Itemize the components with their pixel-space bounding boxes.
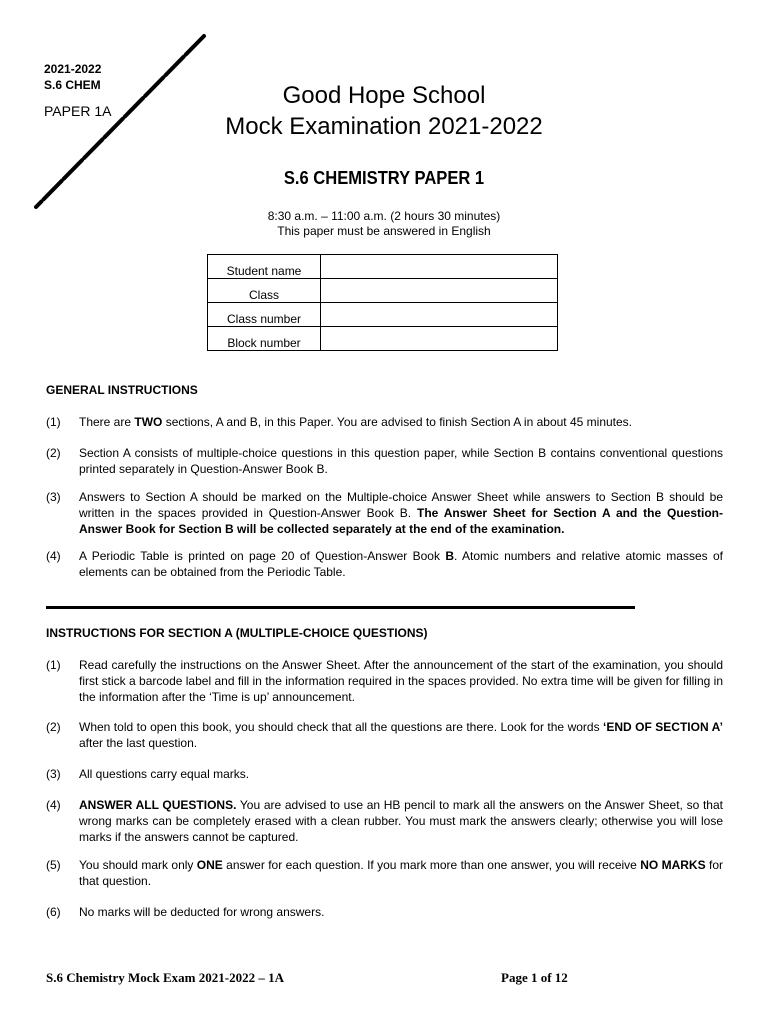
item-number: (4) bbox=[46, 798, 61, 812]
item-text bbox=[79, 414, 723, 430]
student-name-field[interactable] bbox=[321, 255, 558, 279]
item-text-part: You should mark only bbox=[79, 858, 197, 872]
general-item bbox=[46, 414, 723, 430]
item-number: (6) bbox=[46, 905, 61, 919]
section-a-item bbox=[46, 766, 723, 782]
item-text-bold: TWO bbox=[134, 415, 163, 429]
item-number: (1) bbox=[46, 415, 61, 429]
item-number: (2) bbox=[46, 720, 61, 734]
student-name-label: Student name bbox=[208, 255, 321, 279]
item-text-bold: The Answer Sheet for Section A and the Question-Answer Book for Section B will be collected separately at the end of the examination. bbox=[79, 506, 724, 536]
item-number: (5) bbox=[46, 858, 61, 872]
item-number: (3) bbox=[46, 490, 61, 504]
table-row bbox=[208, 327, 558, 351]
item-text-part: Answers to Section A should be marked on the Multiple-choice Answer Sheet while answers to Section B should be written in the spaces provided in Question-Answer Book B. bbox=[79, 490, 723, 520]
block-number-label: Block number bbox=[208, 327, 321, 351]
item-text bbox=[79, 719, 723, 751]
general-item bbox=[46, 489, 723, 537]
item-text-part: All questions carry equal marks. bbox=[79, 767, 250, 781]
item-text-part: There are bbox=[79, 415, 135, 429]
table-row bbox=[208, 255, 558, 279]
table-row bbox=[208, 279, 558, 303]
item-text-part: for that question. bbox=[79, 858, 723, 888]
item-text-part: You are advised to use an HB pencil to mark all the answers on the Answer Sheet, so that wrong marks can be completely erased with a clean rubber. You must mark the answers clearly; otherwise you will lose marks if the answers cannot be captured. bbox=[79, 798, 723, 844]
class-field[interactable] bbox=[321, 279, 558, 303]
item-text-bold: B bbox=[445, 549, 454, 563]
general-item bbox=[46, 445, 723, 477]
section-a-item bbox=[46, 904, 723, 920]
item-text bbox=[79, 904, 723, 920]
language-note: This paper must be answered in English bbox=[277, 224, 491, 238]
item-text bbox=[79, 857, 723, 889]
item-text-bold: ONE bbox=[196, 858, 223, 872]
item-text-bold: ANSWER ALL QUESTIONS. bbox=[79, 798, 237, 812]
general-item bbox=[46, 548, 723, 580]
section-a-item bbox=[46, 719, 723, 751]
section-a-item bbox=[46, 657, 723, 705]
section-a-item bbox=[46, 857, 723, 889]
item-text bbox=[79, 766, 723, 782]
footer-page-number: Page 1 of 12 bbox=[501, 970, 568, 985]
exam-title: Mock Examination 2021-2022 bbox=[225, 113, 543, 140]
item-text bbox=[79, 548, 723, 580]
section-a-heading: INSTRUCTIONS FOR SECTION A (MULTIPLE-CHOICE QUESTIONS) bbox=[46, 626, 428, 640]
footer-exam-label: S.6 Chemistry Mock Exam 2021-2022 – 1A bbox=[46, 970, 284, 985]
year-label: 2021-2022 bbox=[44, 62, 102, 76]
school-title: Good Hope School bbox=[282, 82, 486, 109]
student-info-table bbox=[207, 254, 558, 351]
item-text bbox=[79, 797, 723, 845]
section-a-item bbox=[46, 797, 723, 845]
item-text-bold: NO MARKS bbox=[640, 858, 706, 872]
block-number-field[interactable] bbox=[321, 327, 558, 351]
class-number-field[interactable] bbox=[321, 303, 558, 327]
item-text-part: A Periodic Table is printed on page 20 of Question-Answer Book bbox=[79, 549, 446, 563]
item-text bbox=[79, 445, 723, 477]
class-number-label: Class number bbox=[208, 303, 321, 327]
paper-label: PAPER 1A bbox=[44, 103, 112, 119]
item-text-part: Section A consists of multiple-choice questions in this question paper, while Section B contains conventional questions printed separately in Question-Answer Book B. bbox=[79, 446, 723, 476]
item-text bbox=[79, 489, 723, 537]
item-text-part: No marks will be deducted for wrong answers. bbox=[79, 905, 325, 919]
item-text-bold: ‘END OF SECTION A’ bbox=[603, 720, 723, 734]
item-text bbox=[79, 657, 723, 705]
section-divider bbox=[46, 606, 635, 609]
item-number: (1) bbox=[46, 658, 61, 672]
item-text-part: When told to open this book, you should check that all the questions are there. Look for the words bbox=[79, 720, 604, 734]
item-text-part: . Atomic numbers and relative atomic masses of elements can be obtained from the Periodic Table. bbox=[79, 549, 723, 579]
class-label: Class bbox=[208, 279, 321, 303]
item-number: (3) bbox=[46, 767, 61, 781]
item-text-part: sections, A and B, in this Paper. You are advised to finish Section A in about 45 minutes. bbox=[162, 415, 633, 429]
item-text-part: answer for each question. If you mark more than one answer, you will receive bbox=[222, 858, 641, 872]
item-number: (4) bbox=[46, 549, 61, 563]
exam-time: 8:30 a.m. – 11:00 a.m. (2 hours 30 minutes) bbox=[267, 209, 501, 223]
subject-title: S.6 CHEMISTRY PAPER 1 bbox=[283, 168, 485, 188]
class-code-label: S.6 CHEM bbox=[44, 78, 101, 92]
item-text-part: after the last question. bbox=[79, 736, 198, 750]
item-number: (2) bbox=[46, 446, 61, 460]
item-text-part: Read carefully the instructions on the Answer Sheet. After the announcement of the start of the examination, you should first stick a barcode label and fill in the information required in the spaces provided. No extra time will be given for filling in the information after the ‘Time is up’ announcement. bbox=[79, 658, 723, 704]
table-row bbox=[208, 303, 558, 327]
general-instructions-heading: GENERAL INSTRUCTIONS bbox=[46, 383, 198, 397]
